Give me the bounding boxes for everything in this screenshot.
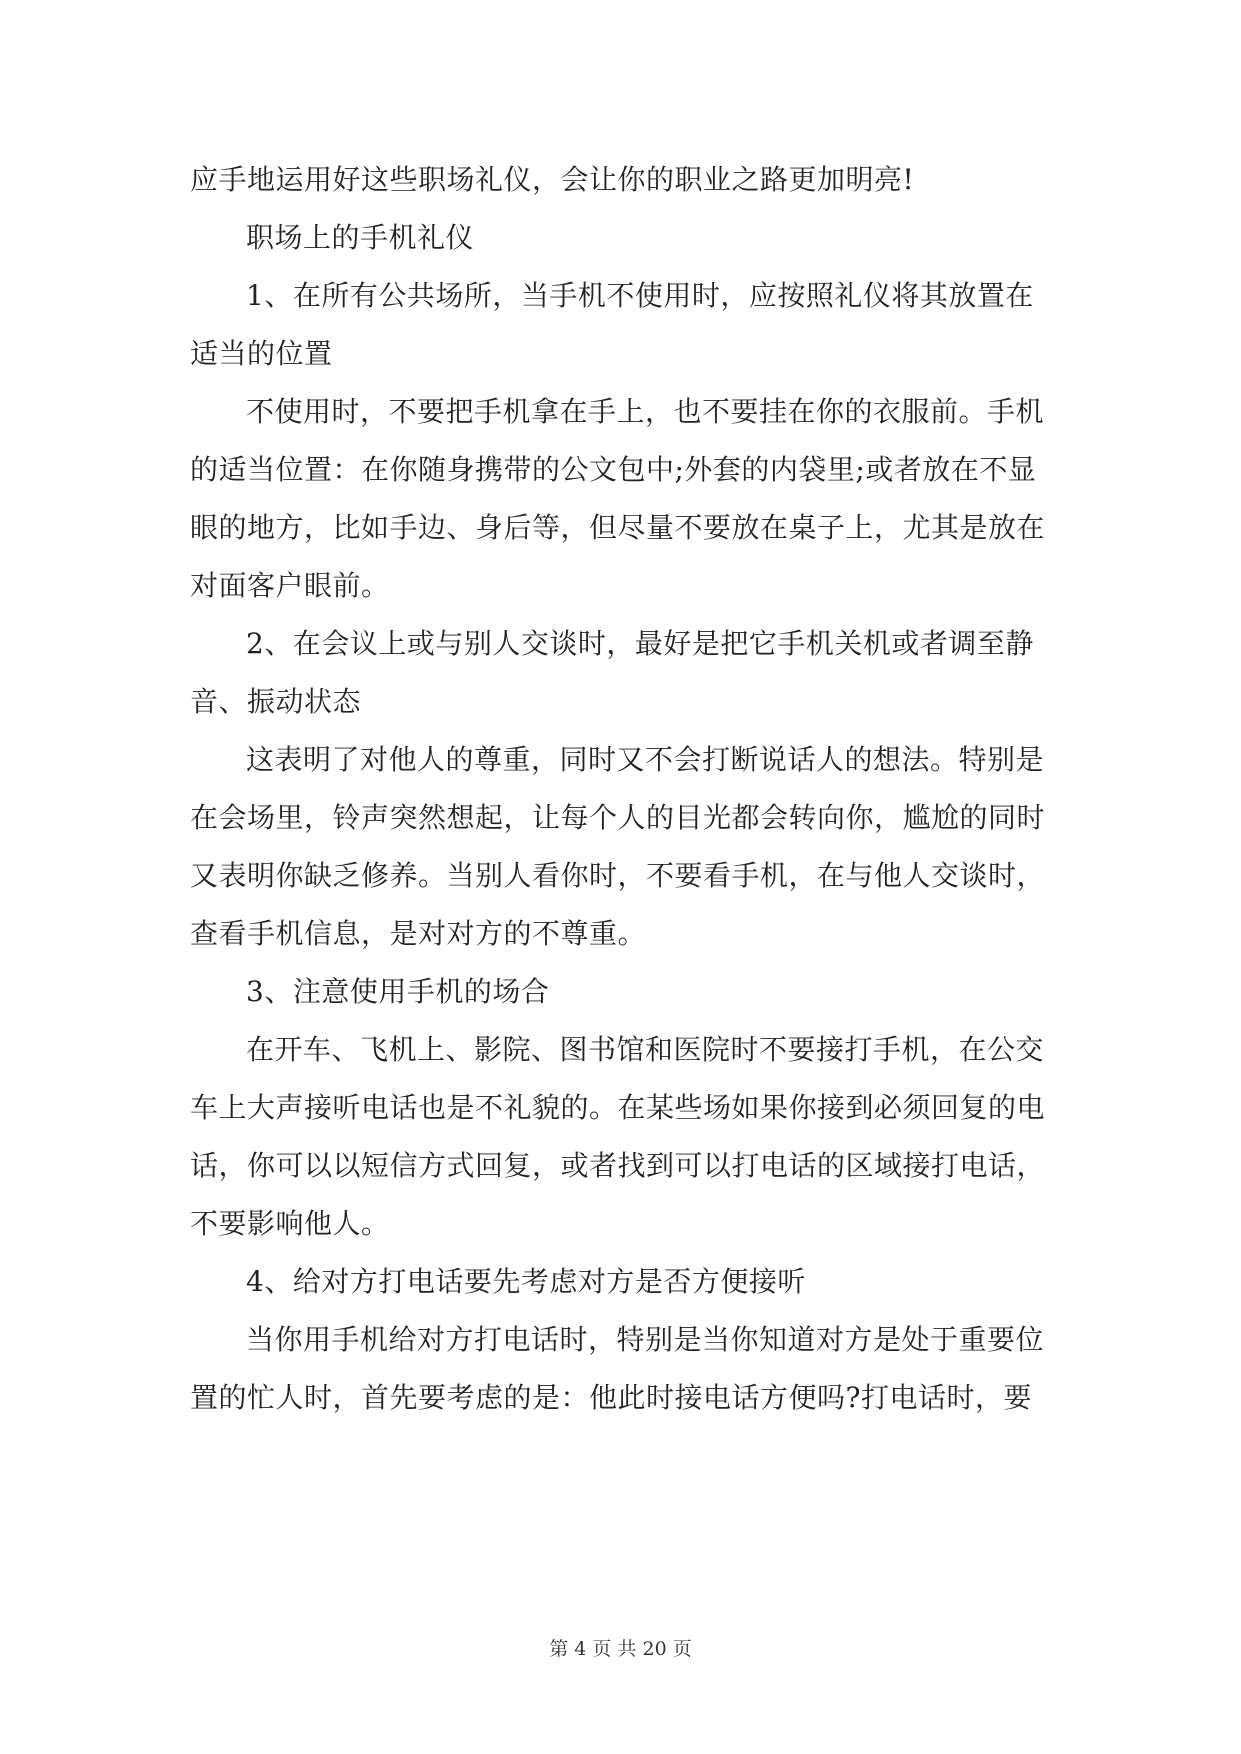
text-line: 眼的地方，比如手边、身后等，但尽量不要放在桌子上，尤其是放在 [190, 511, 1046, 544]
paragraph-start: 在开车、飞机上、影院、图书馆和医院时不要接打手机，在公交 [246, 1033, 1045, 1066]
section-heading: 职场上的手机礼仪 [246, 221, 475, 254]
page-footer [0, 1637, 1241, 1661]
text-line: 适当的位置 [190, 337, 333, 370]
numbered-heading: 3、注意使用手机的场合 [246, 975, 550, 1008]
text-line: 在会场里，铃声突然想起，让每个人的目光都会转向你，尴尬的同时 [190, 801, 1046, 834]
text-line: 音、振动状态 [190, 685, 362, 718]
numbered-heading: 2、在会议上或与别人交谈时，最好是把它手机关机或者调至静 [246, 627, 1034, 660]
page-number-label: 第 4 页 共 20 页 [549, 1638, 692, 1660]
text-line: 不要影响他人。 [190, 1207, 390, 1240]
text-line: 应手地运用好这些职场礼仪，会让你的职业之路更加明亮! [190, 163, 915, 196]
text-line: 又表明你缺乏修养。当别人看你时，不要看手机，在与他人交谈时， [190, 859, 1046, 892]
paragraph-start: 当你用手机给对方打电话时，特别是当你知道对方是处于重要位 [246, 1323, 1045, 1356]
numbered-heading: 4、给对方打电话要先考虑对方是否方便接听 [246, 1265, 806, 1298]
text-line: 的适当位置：在你随身携带的公文包中;外套的内袋里;或者放在不显 [190, 453, 1037, 486]
paragraph-start: 这表明了对他人的尊重，同时又不会打断说话人的想法。特别是 [246, 743, 1045, 776]
text-line: 置的忙人时，首先要考虑的是：他此时接电话方便吗?打电话时，要 [190, 1381, 1033, 1414]
numbered-heading: 1、在所有公共场所，当手机不使用时，应按照礼仪将其放置在 [246, 279, 1034, 312]
text-line: 车上大声接听电话也是不礼貌的。在某些场如果你接到必须回复的电 [190, 1091, 1046, 1124]
paragraph-start: 不使用时，不要把手机拿在手上，也不要挂在你的衣服前。手机 [246, 395, 1045, 428]
text-line: 查看手机信息，是对对方的不尊重。 [190, 917, 647, 950]
text-line: 话，你可以以短信方式回复，或者找到可以打电话的区域接打电话， [190, 1149, 1046, 1182]
text-line: 对面客户眼前。 [190, 569, 390, 602]
